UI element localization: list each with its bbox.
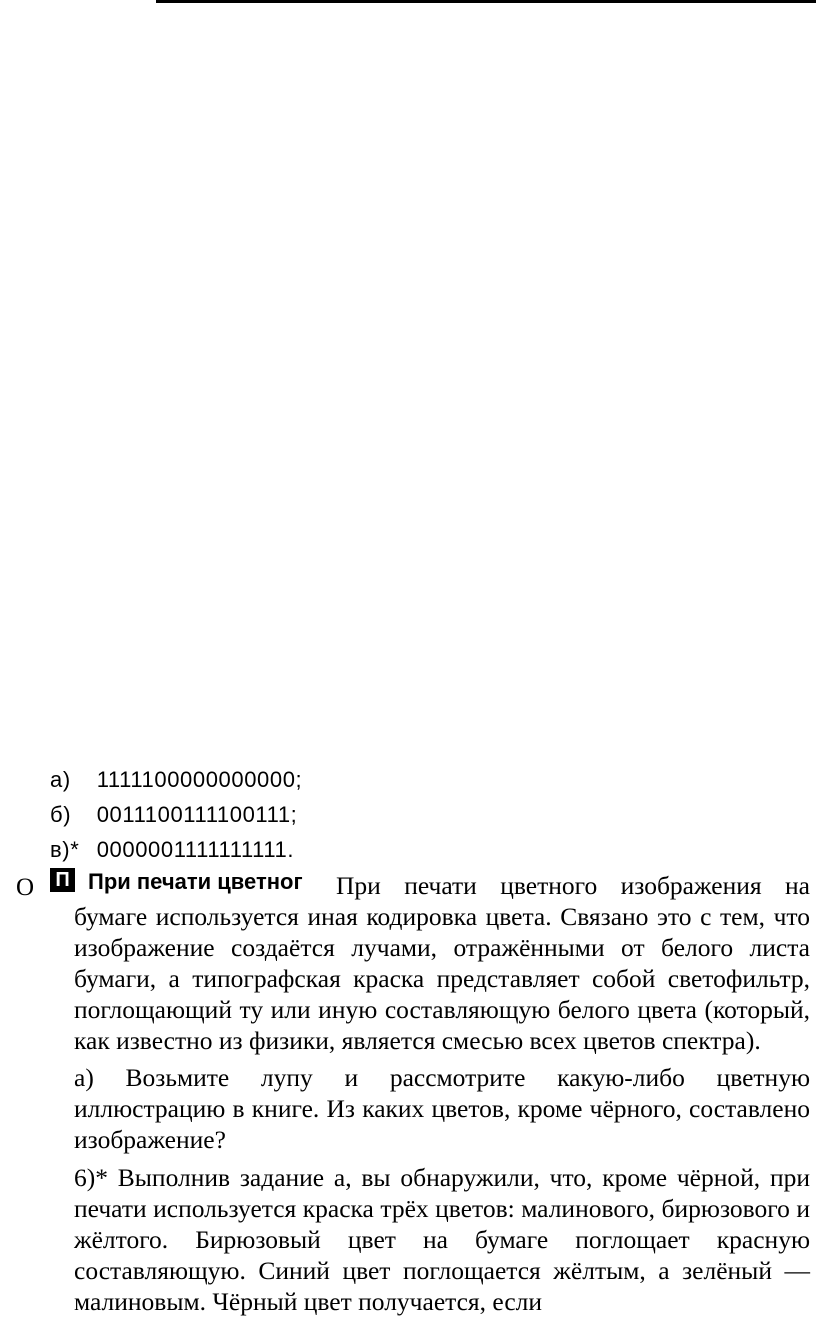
clipped-task-heading: При печати цветног [88,869,303,894]
answer-item [50,797,302,832]
answer-letter: в)* [50,837,80,862]
answer-item [50,832,302,867]
task-marker: О [16,874,35,901]
answer-value: 0011100111100111; [96,802,298,827]
answer-letter: а) [50,767,71,792]
practice-icon: П [50,868,75,892]
task-text [74,871,810,1318]
answer-letter: б) [50,802,72,827]
task-intro-paragraph: При печати цветного изображения на бумаге используется иная кодировка цвета. Связано это с тем, что изображение создаётся лучами, отражёнными от белого листа бумаги, а типографская краска представляет собой светофильтр, поглощающий ту или иную составляющую белого цвета (который, как известно из физики, является смесью всех цветов спектра). [74,871,810,1055]
task-part-b: 6)* Выполнив задание а, вы обнаружили, что, кроме чёрной, при печати используется краска трёх цветов: малинового, бирюзового и жёлтого. Бирюзовый цвет на бумаге поглощает красную составляющую. Синий цвет поглощается жёлтым, а зелёный — малиновым. Чёрный цвет получается, если [74,1163,810,1316]
answer-value: 1111100000000000; [96,767,303,792]
task-part-a: а) Возьмите лупу и рассмотрите какую-либо цветную иллюстрацию в книге. Из каких цветов, кроме чёрного, составлено изображение? [74,1063,810,1155]
top-rule [156,0,816,3]
answer-list [50,762,302,867]
answer-value: 0000001111111111. [96,837,295,862]
answer-item [50,762,302,797]
